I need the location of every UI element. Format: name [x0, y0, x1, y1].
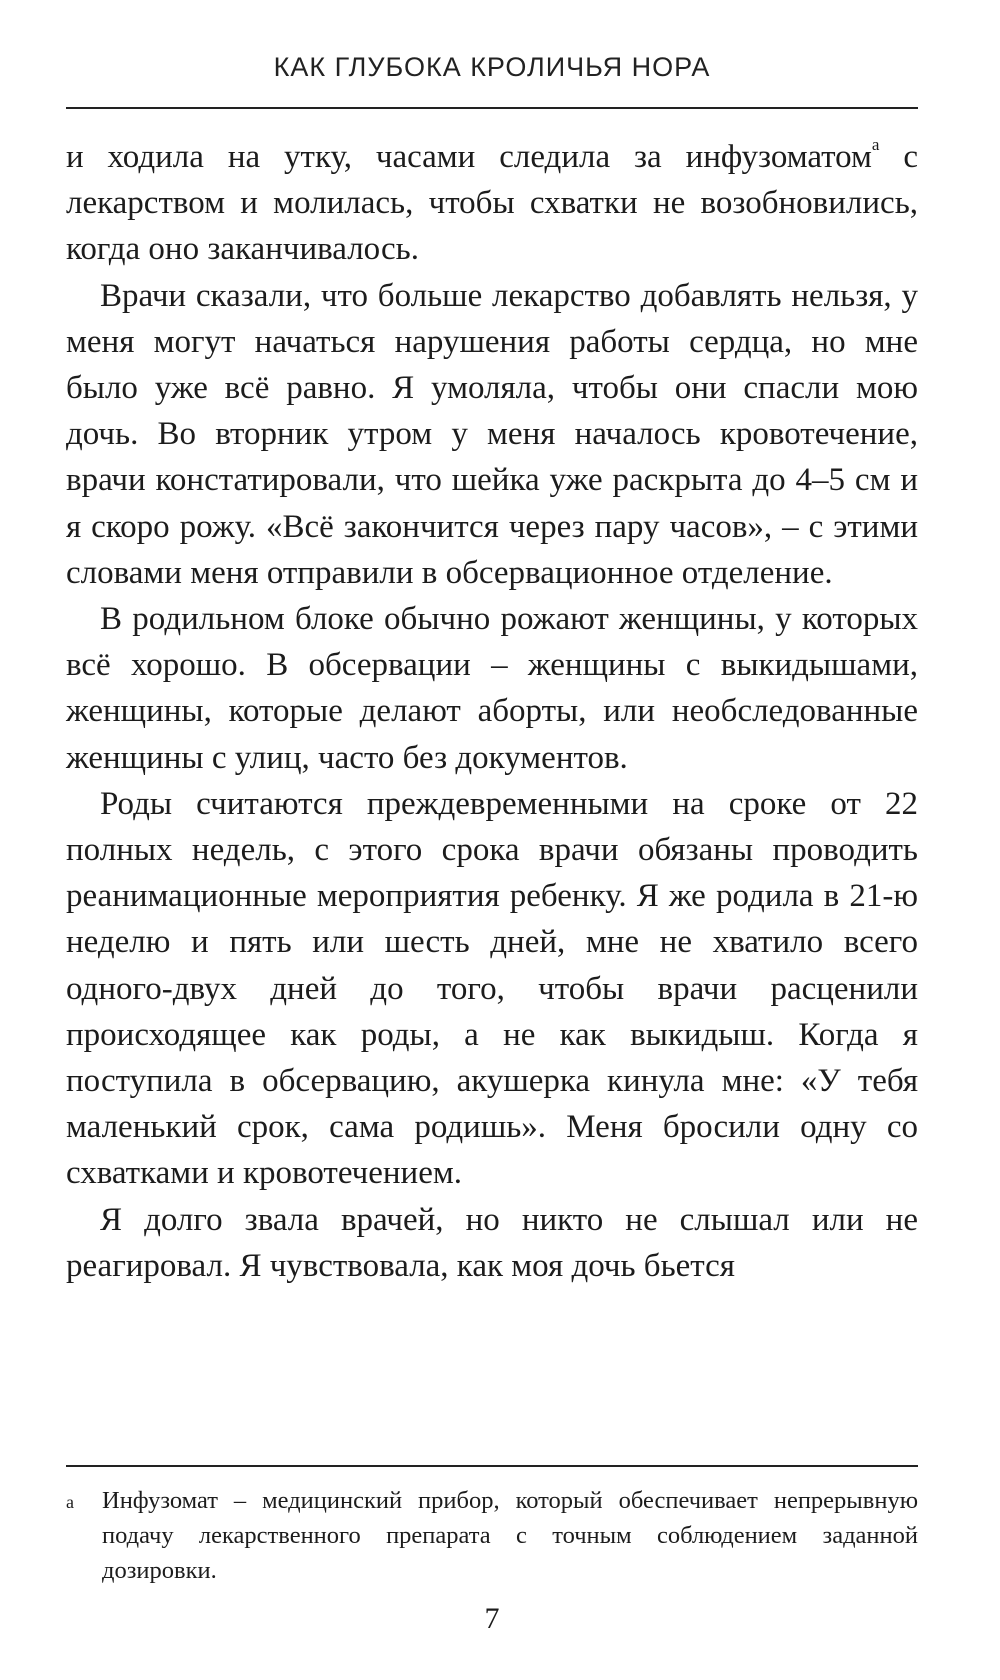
footnote	[66, 1483, 918, 1588]
footnote-reference: a	[871, 135, 880, 154]
body-text	[66, 134, 918, 1289]
footnote-rule	[66, 1465, 918, 1467]
paragraph-2: Врачи сказали, что больше лекарство добавлять нельзя, у меня могут начаться нарушения работы сердца, но мне было уже всё равно. Я умоляла, чтобы они спасли мою дочь. Во вторник утром у меня началось кровотечение, врачи констатировали, что шейка уже раскрыта до 4–5 см и я скоро рожу. «Всё закончится через пару часов», – с этими словами меня отправили в обсервационное отделение.	[66, 277, 918, 591]
paragraph-3: В родильном блоке обычно рожают женщины, у которых всё хорошо. В обсервации – женщины с выкидышами, женщины, которые делают аборты, или необследованные женщины с улиц, часто без документов.	[66, 601, 918, 776]
footnote-text: Инфузомат – медицинский прибор, который обеспечивает непрерывную подачу лекарственного препарата с точным соблюдением заданной дозировки.	[102, 1487, 918, 1584]
footnote-mark: a	[66, 1492, 74, 1512]
header-rule	[66, 107, 918, 109]
paragraph-1-text: и ходила на утку, часами следила за инфузоматом	[66, 139, 872, 175]
paragraph-4: Роды считаются преждевременными на сроке от 22 полных недель, с этого срока врачи обязаны проводить реанимационные мероприятия ребенку. Я же родила в 21-ю неделю и пять или шесть дней, мне не хватило всего одного-двух дней до того, чтобы врачи расценили происходящее как роды, а не как выкидыш. Когда я поступила в обсервацию, акушерка кинула мне: «У тебя маленький срок, сама родишь». Меня бросили одну со схватками и кровотечением.	[66, 785, 918, 1192]
page-number: 7	[484, 1602, 500, 1635]
book-page	[66, 0, 918, 1680]
paragraph-5: Я долго звала врачей, но никто не слышал или не реагировал. Я чувствовала, как моя дочь бьется	[66, 1201, 918, 1284]
paragraph-1	[66, 134, 918, 273]
paragraph-1-text-after: с лекарством и молилась, чтобы схватки не возобновились, когда оно заканчивалось.	[66, 139, 918, 268]
running-head: КАК ГЛУБОКА КРОЛИЧЬЯ НОРА	[273, 52, 711, 82]
